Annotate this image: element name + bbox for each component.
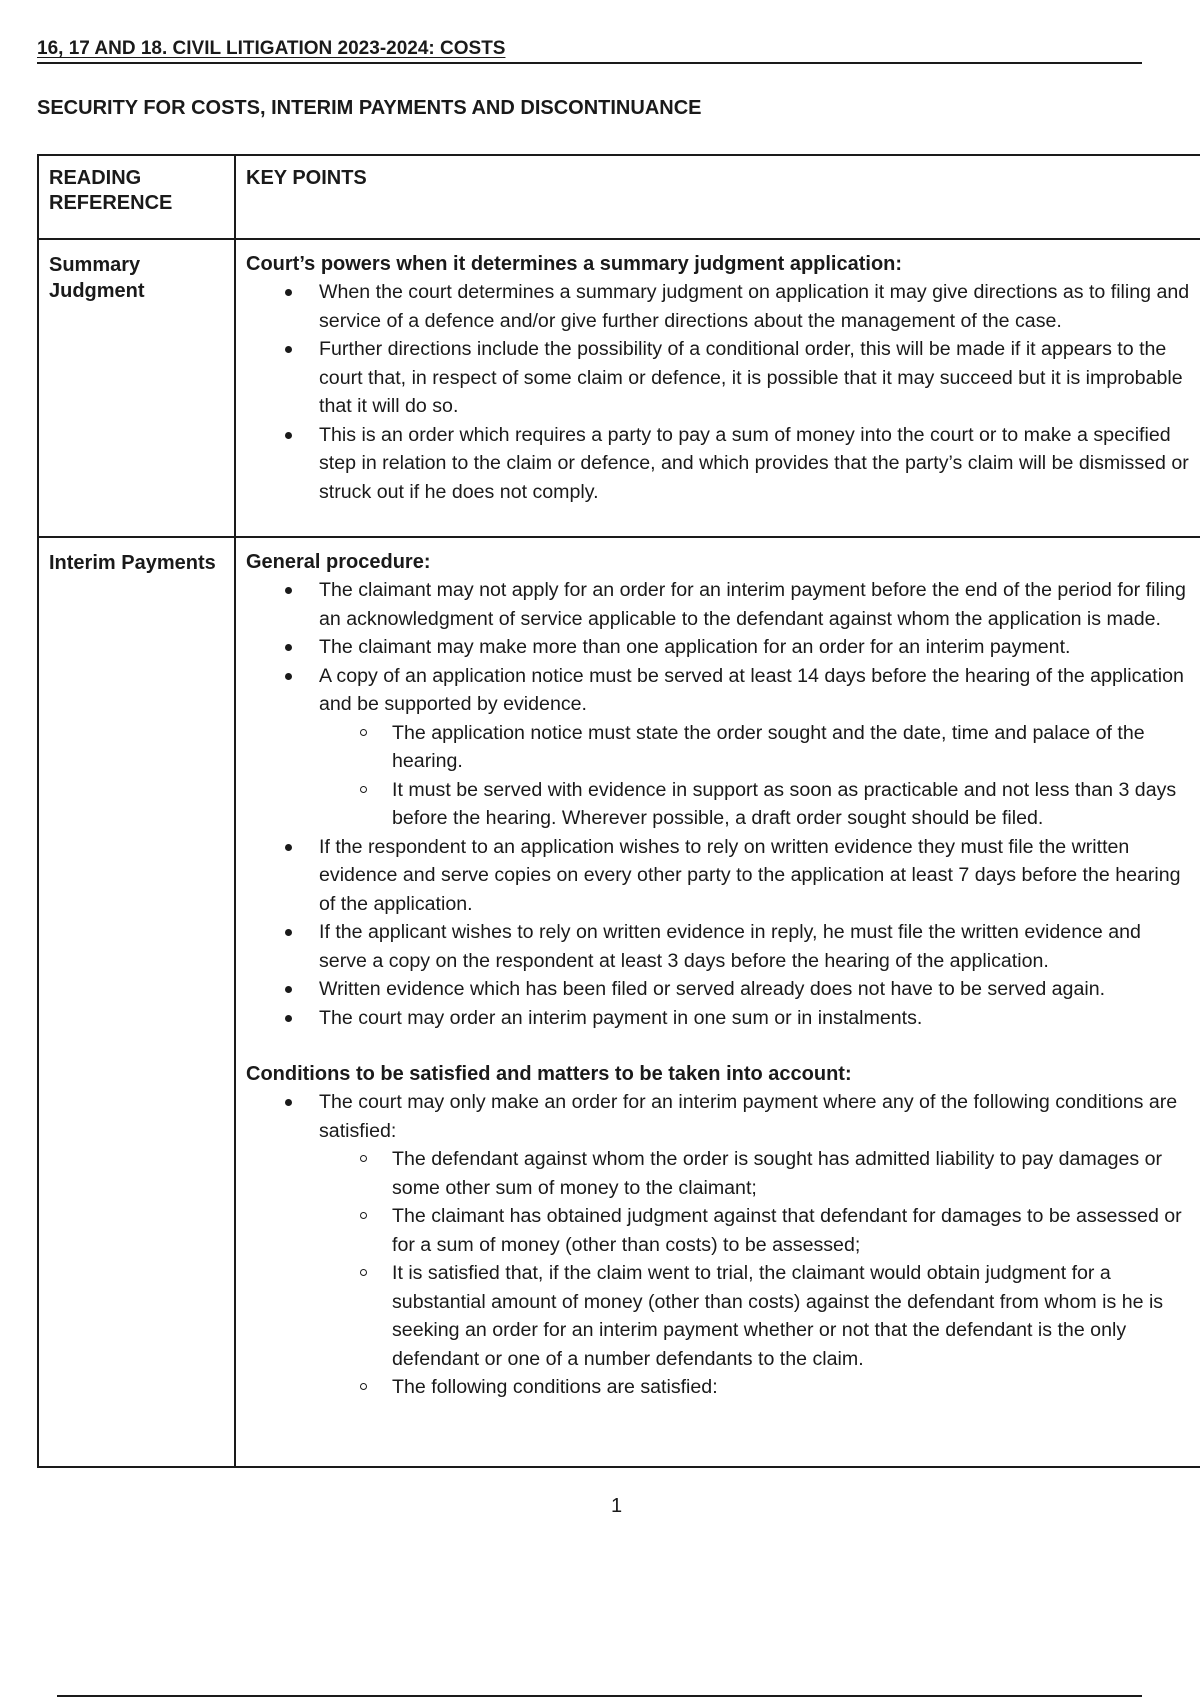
bullet-list — [246, 576, 1192, 1032]
row-reference: Interim Payments — [38, 537, 235, 1467]
list-item — [319, 662, 1192, 833]
bullet-list — [246, 278, 1192, 506]
row-reference: Summary Judgment — [38, 239, 235, 537]
section-heading: General procedure: — [246, 551, 431, 573]
list-item: Written evidence which has been filed or served already does not have to be served again. — [319, 975, 1192, 1004]
list-item: The court may order an interim payment in one sum or in instalments. — [319, 1004, 1192, 1033]
list-item-text: The court may only make an order for an interim payment where any of the following conditions are satisfied: — [319, 1091, 1178, 1142]
table-row-interim-payments — [38, 537, 1200, 1467]
sub-bullet-list — [319, 719, 1192, 833]
sub-bullet-list — [319, 1145, 1192, 1402]
table-row-summary-judgment — [38, 239, 1200, 537]
reading-reference-header: READING REFERENCE — [38, 155, 235, 239]
list-item: Further directions include the possibility of a conditional order, this will be made if it appears to the court that, in respect of some claim or defence, it is possible that it may succeed but it is improbable that it will do so. — [319, 335, 1192, 421]
list-item — [319, 1088, 1192, 1402]
list-item: The claimant may not apply for an order for an interim payment before the end of the period for filing an acknowledgment of service applicable to the defendant against whom the application is made. — [319, 576, 1192, 633]
bullet-list — [246, 1088, 1192, 1402]
list-item: When the court determines a summary judgment on application it may give directions as to filing and service of a defence and/or give further directions about the management of the case. — [319, 278, 1192, 335]
list-item-text: A copy of an application notice must be served at least 14 days before the hearing of the application and be supported by evidence. — [319, 664, 1184, 715]
row-key-points — [235, 537, 1200, 1467]
list-item: The claimant may make more than one application for an order for an interim payment. — [319, 633, 1192, 662]
key-points-table — [37, 154, 1200, 1468]
table-header-row — [38, 155, 1200, 239]
sub-list-item: It is satisfied that, if the claim went to trial, the claimant would obtain judgment for a substantial amount of money (other than costs) against the defendant from whom is he is seeking an order for an interim payment whether or not that the defendant is the only defendant or one of a number defendants to the claim. — [392, 1259, 1192, 1373]
sub-list-item: The application notice must state the order sought and the date, time and palace of the hearing. — [392, 719, 1192, 776]
list-item: If the applicant wishes to rely on written evidence in reply, he must file the written evidence and serve a copy on the respondent at least 3 days before the hearing of the application. — [319, 918, 1192, 975]
list-item: If the respondent to an application wishes to rely on written evidence they must file the written evidence and serve copies on every other party to the application at least 7 days before the hearing of the application. — [319, 833, 1192, 919]
section-heading: Court’s powers when it determines a summary judgment application: — [246, 253, 903, 275]
document-subtitle: SECURITY FOR COSTS, INTERIM PAYMENTS AND DISCONTINUANCE — [37, 97, 702, 119]
footer-divider — [57, 1695, 1142, 1697]
sub-list-item: The following conditions are satisfied: — [392, 1373, 1192, 1402]
page-number: 1 — [610, 1495, 623, 1517]
sub-list-item: It must be served with evidence in support as soon as practicable and not less than 3 days before the hearing. Wherever possible, a draft order sought should be filed. — [392, 776, 1192, 833]
row-key-points — [235, 239, 1200, 537]
section-spacer — [246, 1032, 1192, 1060]
sub-list-item: The claimant has obtained judgment against that defendant for damages to be assessed or for a sum of money (other than costs) to be assessed; — [392, 1202, 1192, 1259]
list-item: This is an order which requires a party to pay a sum of money into the court or to make a specified step in relation to the claim or defence, and which provides that the party’s claim will be dismissed or struck out if he does not comply. — [319, 421, 1192, 507]
document-header-title: 16, 17 AND 18. CIVIL LITIGATION 2023-2024: COSTS — [37, 37, 1142, 64]
section-heading: Conditions to be satisfied and matters to be taken into account: — [246, 1063, 852, 1085]
key-points-header: KEY POINTS — [235, 155, 1200, 239]
sub-list-item: The defendant against whom the order is sought has admitted liability to pay damages or some other sum of money to the claimant; — [392, 1145, 1192, 1202]
